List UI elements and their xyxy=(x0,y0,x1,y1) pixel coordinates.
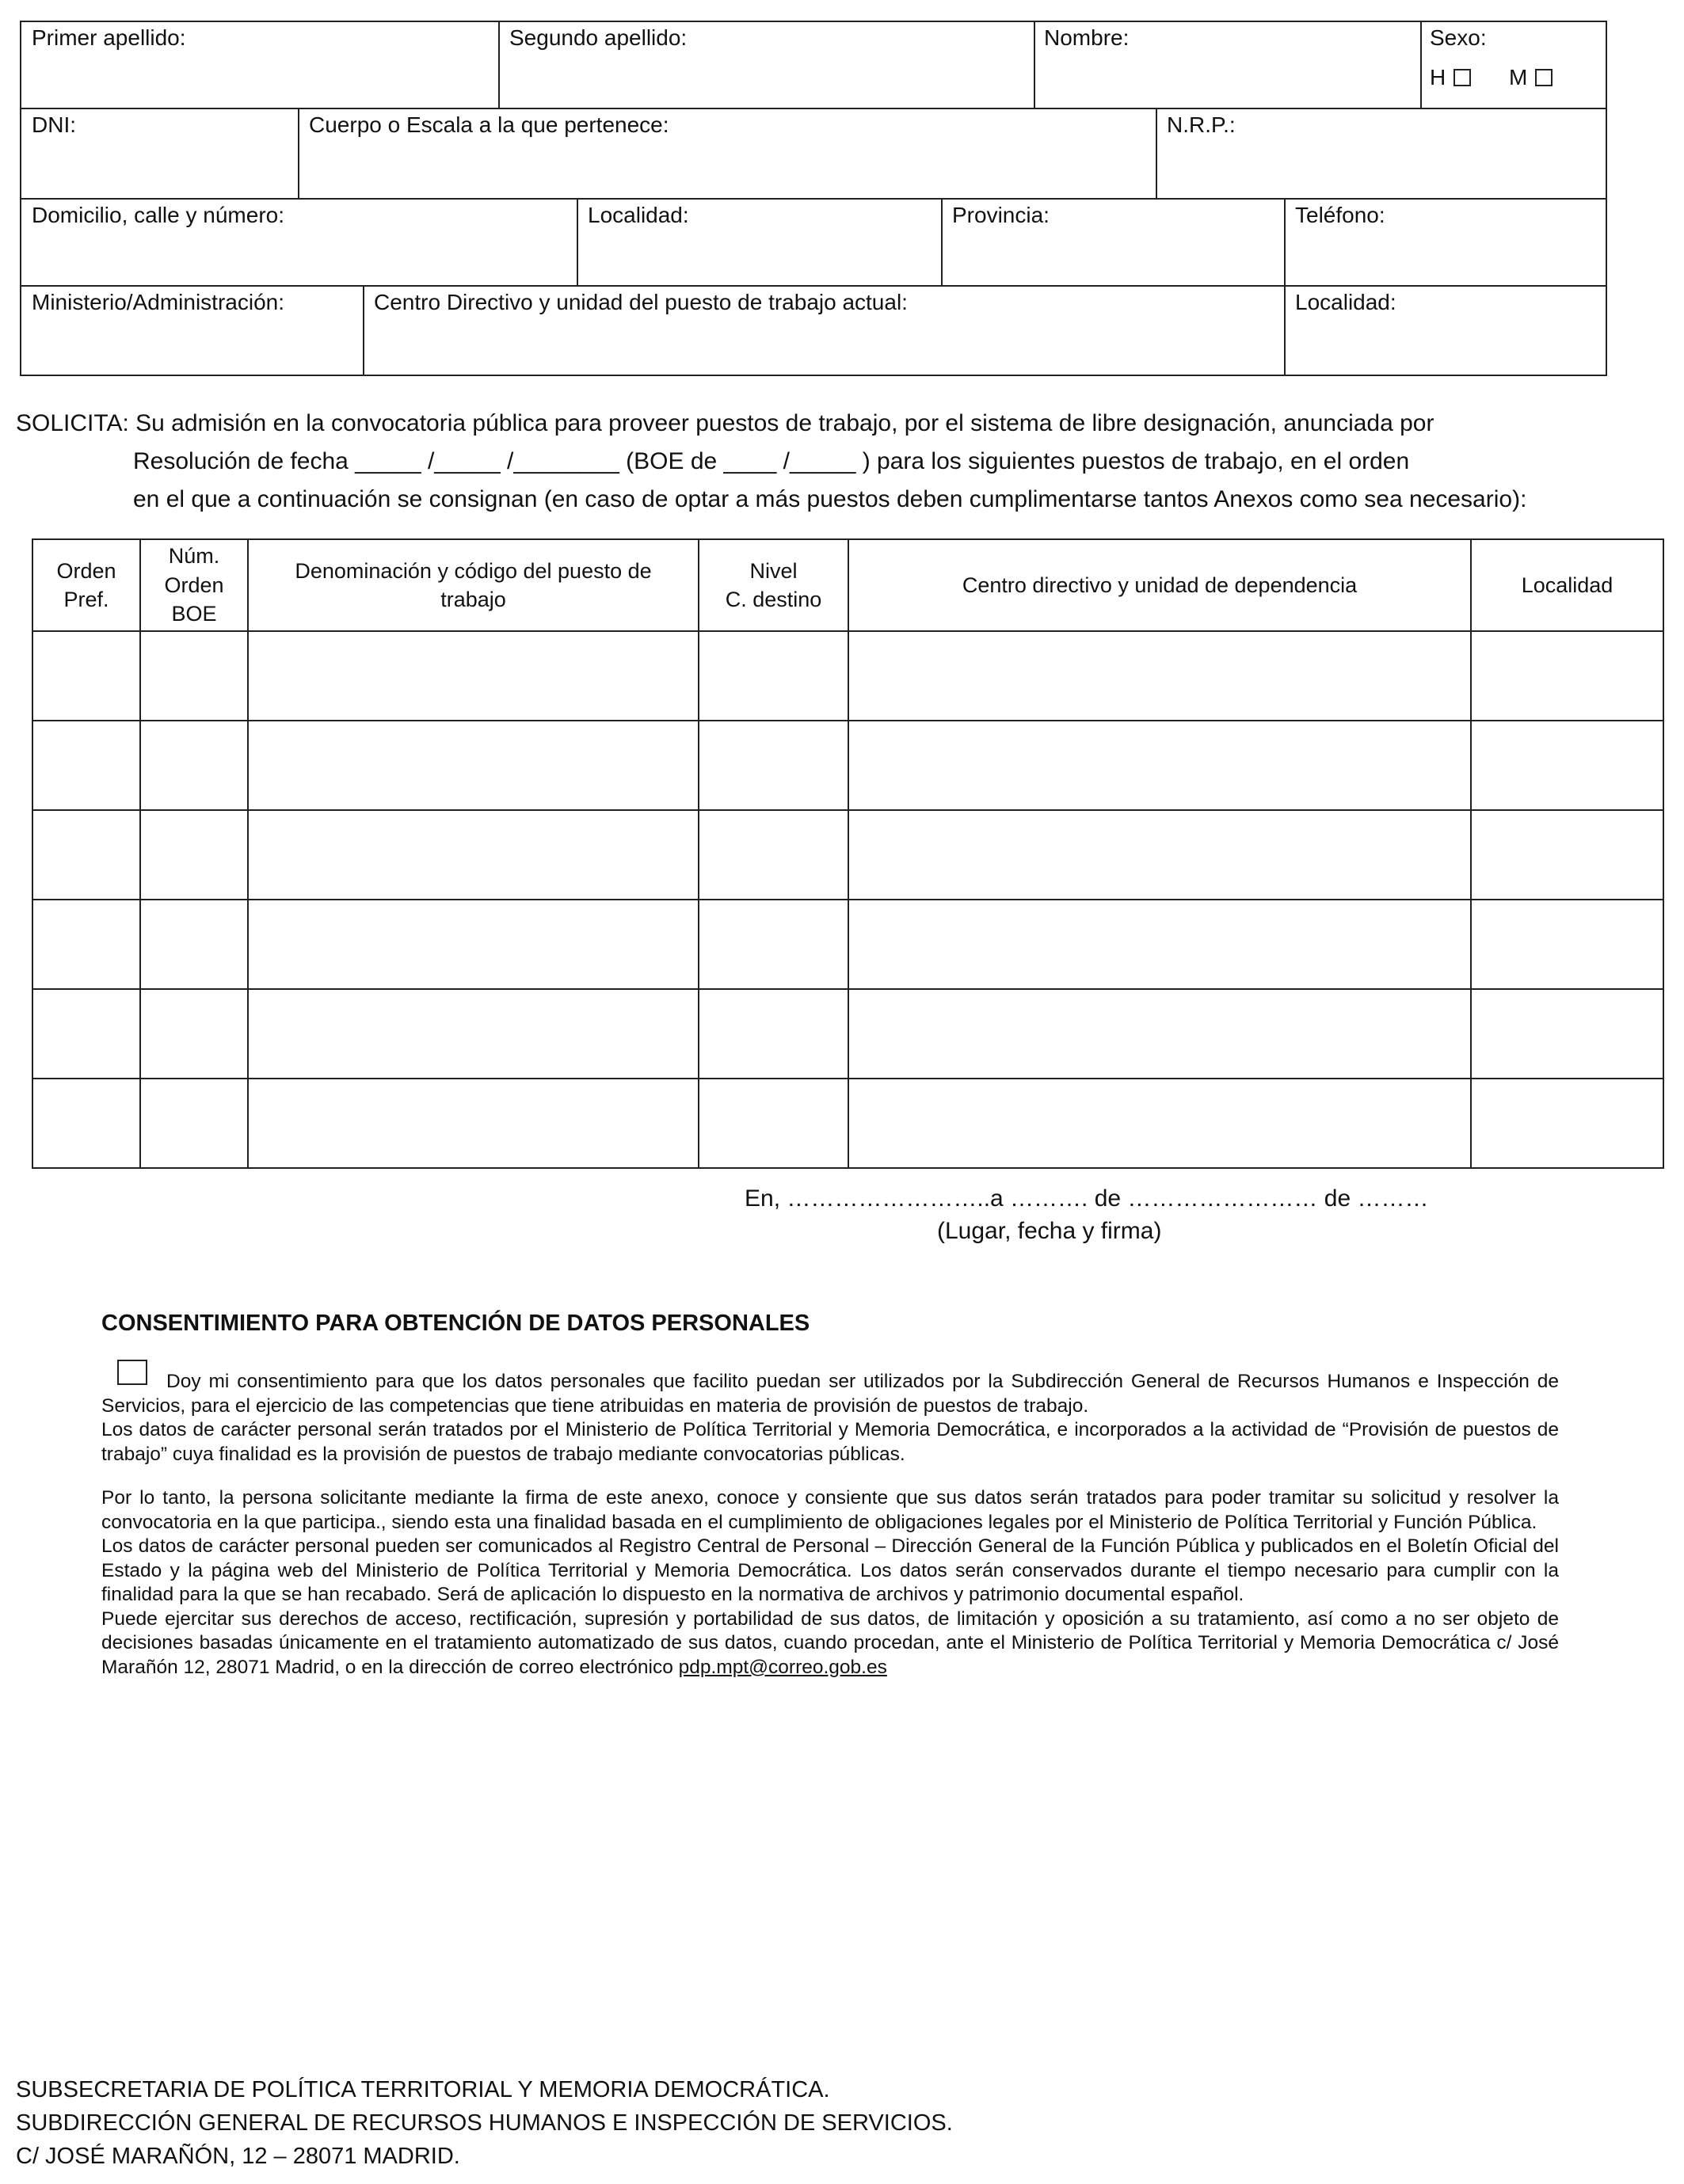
header-orden-pref: Orden Pref. xyxy=(32,539,140,631)
header-nivel: Nivel C. destino xyxy=(699,539,848,631)
table-cell-input[interactable] xyxy=(1471,1079,1663,1168)
table-cell-input[interactable] xyxy=(1471,900,1663,989)
solicita-line-3: en el que a continuación se consignan (en caso de optar a más puestos deben cumplimentarse tantos Anexos como sea necesario): xyxy=(133,486,1527,512)
table-cell-input[interactable] xyxy=(248,1079,699,1168)
table-cell-input[interactable] xyxy=(699,721,848,810)
table-cell-input[interactable] xyxy=(699,900,848,989)
consent-paragraph-3: Por lo tanto, la persona solicitante mediante la firma de este anexo, conoce y consiente que sus datos serán tratados para poder tramitar su solicitud y resolver la convocatoria en la que participa., siendo esta una finalidad basada en el cumplimiento de obligaciones legales por el Ministerio de Política Territorial y Función Pública. xyxy=(101,1487,1559,1533)
table-cell-input[interactable] xyxy=(699,631,848,721)
table-cell-input[interactable] xyxy=(1471,989,1663,1079)
table-cell-input[interactable] xyxy=(1471,810,1663,900)
grid-vline xyxy=(1034,21,1035,108)
table-cell-input[interactable] xyxy=(248,810,699,900)
field-sexo: Sexo: xyxy=(1430,25,1487,50)
grid-vline xyxy=(941,198,943,286)
sexo-m-label: M xyxy=(1509,65,1528,89)
field-nombre: Nombre: xyxy=(1044,25,1130,50)
signature-caption: (Lugar, fecha y firma) xyxy=(937,1218,1162,1244)
personal-data-grid xyxy=(0,0,1684,380)
footer-line-1: SUBSECRETARIA DE POLÍTICA TERRITORIAL Y MEMORIA DEMOCRÁTICA. xyxy=(16,2077,830,2102)
grid-vline xyxy=(363,285,364,376)
table-row xyxy=(32,989,1663,1079)
grid-vline xyxy=(1284,285,1286,376)
grid-vline xyxy=(1156,108,1157,199)
table-row xyxy=(32,810,1663,900)
table-cell-input[interactable] xyxy=(140,810,248,900)
field-nrp: N.R.P.: xyxy=(1167,112,1236,137)
table-cell-input[interactable] xyxy=(248,631,699,721)
table-cell-input[interactable] xyxy=(848,810,1471,900)
field-centro-directivo: Centro Directivo y unidad del puesto de trabajo actual: xyxy=(374,290,908,314)
consent-rights-text: Puede ejercitar sus derechos de acceso, rectificación, supresión y portabilidad de sus datos, de limitación y oposición a su tratamiento, así como a no ser objeto de decisiones basadas únicamente en el tratamiento automatizado de sus datos, cuando procedan, ante el Ministerio de Política Territorial y Memoria Democrática c/ José Marañón 12, 28071 Madrid, o en la dirección de correo electrónico xyxy=(101,1608,1559,1678)
grid-vline xyxy=(1284,198,1286,286)
consent-paragraph-1: Doy mi consentimiento para que los datos personales que facilito puedan ser utilizados por la Subdirección General de Recursos Humanos e Inspección de Servicios, para el ejercicio de las competencias que tiene atribuidas en materia de provisión de puestos de trabajo. xyxy=(101,1371,1559,1417)
field-primer-apellido: Primer apellido: xyxy=(32,25,186,50)
grid-hline-3 xyxy=(20,285,1607,287)
solicita-line-1: SOLICITA: Su admisión en la convocatoria pública para proveer puestos de trabajo, por el sistema de libre designación, anunciada por xyxy=(16,410,1434,436)
table-cell-input[interactable] xyxy=(32,721,140,810)
consent-block-2 xyxy=(101,1486,1559,1680)
table-row xyxy=(32,631,1663,721)
consent-block-1 xyxy=(101,1370,1559,1467)
grid-hline-2 xyxy=(20,198,1607,200)
posts-table xyxy=(32,538,1664,1169)
table-cell-input[interactable] xyxy=(248,900,699,989)
posts-table-header xyxy=(32,539,1663,631)
signature-line: En, ……………………..a ………. de …………………… de ……… xyxy=(745,1185,1429,1212)
table-cell-input[interactable] xyxy=(848,989,1471,1079)
field-domicilio: Domicilio, calle y número: xyxy=(32,203,284,227)
sexo-h-label: H xyxy=(1430,65,1446,89)
table-cell-input[interactable] xyxy=(32,989,140,1079)
grid-vline xyxy=(1420,21,1422,108)
header-denominacion: Denominación y código del puesto de trabajo xyxy=(248,539,699,631)
table-cell-input[interactable] xyxy=(848,721,1471,810)
grid-vline xyxy=(498,21,500,108)
field-segundo-apellido: Segundo apellido: xyxy=(509,25,688,50)
consent-title: CONSENTIMIENTO PARA OBTENCIÓN DE DATOS PERSONALES xyxy=(101,1311,810,1336)
table-cell-input[interactable] xyxy=(1471,631,1663,721)
table-cell-input[interactable] xyxy=(140,721,248,810)
table-cell-input[interactable] xyxy=(32,1079,140,1168)
table-cell-input[interactable] xyxy=(699,1079,848,1168)
consent-paragraph-5 xyxy=(101,1608,1559,1680)
footer-line-2: SUBDIRECCIÓN GENERAL DE RECURSOS HUMANOS E INSPECCIÓN DE SERVICIOS. xyxy=(16,2110,953,2136)
footer-line-3: C/ JOSÉ MARAÑÓN, 12 – 28071 MADRID. xyxy=(16,2144,460,2169)
field-dni: DNI: xyxy=(32,112,76,137)
table-cell-input[interactable] xyxy=(848,631,1471,721)
solicita-line-2: Resolución de fecha _____ /_____ /________ (BOE de ____ /_____ ) para los siguientes puestos de trabajo, en el orden xyxy=(133,448,1410,474)
field-provincia: Provincia: xyxy=(952,203,1050,227)
table-cell-input[interactable] xyxy=(699,989,848,1079)
consent-paragraph-4: Los datos de carácter personal pueden ser comunicados al Registro Central de Personal – Dirección General de la Función Pública y publicados en el Boletín Oficial del Estado y la página web del Ministerio de Política Territorial y Memoria Democrática. Los datos serán conservados durante el tiempo necesario para cumplir con la finalidad para la que se han recabado. Será de aplicación lo dispuesto en la normativa de archivos y patrimonio documental español. xyxy=(101,1535,1559,1605)
sexo-h-checkbox[interactable] xyxy=(1453,69,1471,86)
sexo-options xyxy=(1430,65,1553,90)
header-localidad: Localidad xyxy=(1471,539,1663,631)
table-cell-input[interactable] xyxy=(248,989,699,1079)
table-cell-input[interactable] xyxy=(140,989,248,1079)
table-cell-input[interactable] xyxy=(140,900,248,989)
table-cell-input[interactable] xyxy=(32,631,140,721)
field-localidad: Localidad: xyxy=(588,203,689,227)
field-telefono: Teléfono: xyxy=(1295,203,1385,227)
table-cell-input[interactable] xyxy=(32,810,140,900)
grid-hline-1 xyxy=(20,108,1607,109)
field-ministerio: Ministerio/Administración: xyxy=(32,290,284,314)
table-row xyxy=(32,1079,1663,1168)
consent-paragraph-2: Los datos de carácter personal serán tratados por el Ministerio de Política Territorial y Memoria Democrática, e incorporados a la actividad de “Provisión de puestos de trabajo” cuya finalidad es la provisión de puestos de trabajo mediante convocatorias públicas. xyxy=(101,1419,1559,1465)
table-cell-input[interactable] xyxy=(1471,721,1663,810)
header-num-orden-boe: Núm. Orden BOE xyxy=(140,539,248,631)
table-cell-input[interactable] xyxy=(140,631,248,721)
table-row xyxy=(32,900,1663,989)
table-cell-input[interactable] xyxy=(848,900,1471,989)
table-cell-input[interactable] xyxy=(32,900,140,989)
table-row xyxy=(32,721,1663,810)
field-cuerpo: Cuerpo o Escala a la que pertenece: xyxy=(309,112,669,137)
table-cell-input[interactable] xyxy=(140,1079,248,1168)
field-localidad-trabajo: Localidad: xyxy=(1295,290,1396,314)
header-centro-directivo: Centro directivo y unidad de dependencia xyxy=(848,539,1471,631)
consent-email-link[interactable]: pdp.mpt@correo.gob.es xyxy=(678,1656,887,1678)
grid-vline xyxy=(577,198,578,286)
table-cell-input[interactable] xyxy=(248,721,699,810)
table-cell-input[interactable] xyxy=(848,1079,1471,1168)
sexo-m-checkbox[interactable] xyxy=(1535,69,1553,86)
table-cell-input[interactable] xyxy=(699,810,848,900)
grid-vline xyxy=(298,108,299,199)
